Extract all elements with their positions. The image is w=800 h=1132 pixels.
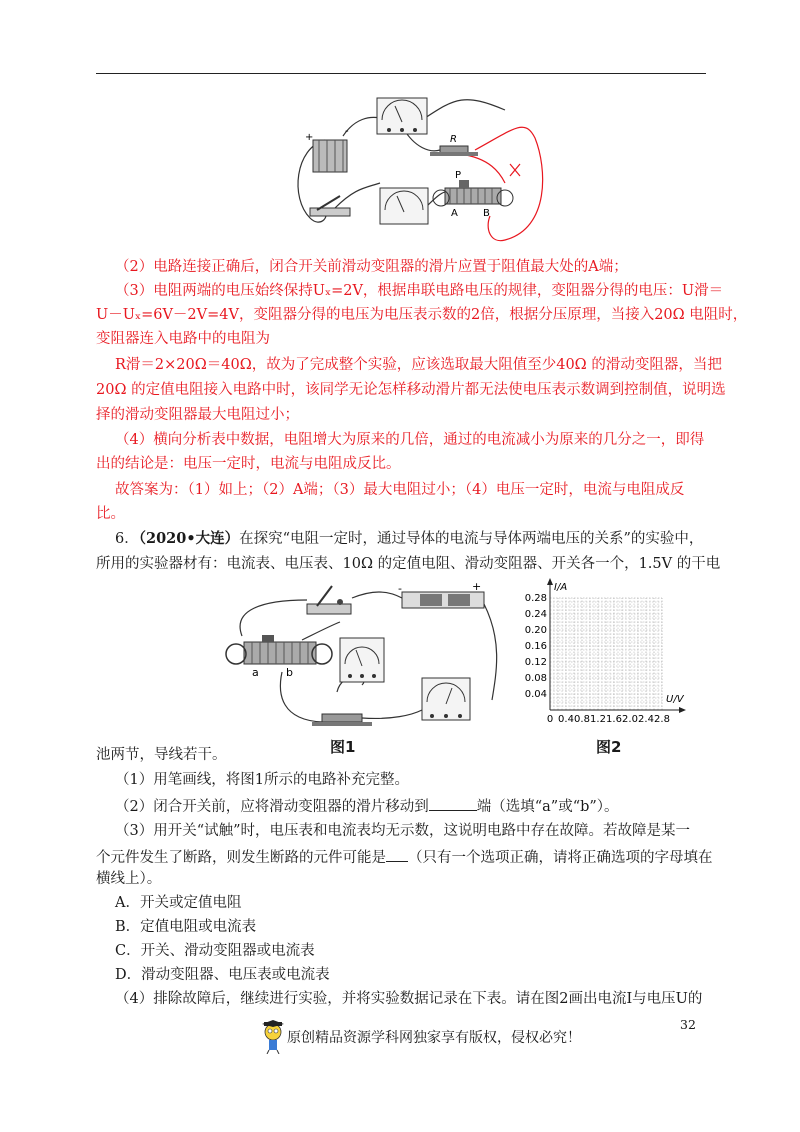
circuit-figure-1: [222, 580, 512, 732]
option-c: C．开关、滑动变阻器或电流表: [115, 943, 315, 959]
question-6-part-2: [115, 795, 619, 817]
solution-step-3-line5: 20Ω 的定值电阻接入电路中时，该同学无论怎样移动滑片都无法使电压表示数调到控制值，说明选: [96, 382, 726, 398]
question-6-part-2-choices: 端（选填“a”或“b”）。: [476, 799, 619, 815]
solution-step-2: （2）电路连接正确后，闭合开关前滑动变阻器的滑片应置于阻值最大处的A端；: [115, 259, 628, 275]
x-tick-label: 1.2: [590, 714, 606, 725]
battery: [313, 140, 347, 172]
question-6-part-1: （1）用笔画线，将图1所示的电路补充完整。: [115, 772, 409, 788]
y-axis-arrow: [547, 578, 553, 585]
x-tick-label: 0.8: [574, 714, 590, 725]
solution-step-3-line1: （3）电阻两端的电压始终保持Uₓ=2V，根据串联电路电压的规律，变阻器分得的电压：U滑＝: [115, 283, 724, 299]
y-tick-label: 0.04: [524, 689, 547, 700]
battery-minus: -: [398, 582, 402, 595]
solution-step-3-line4: R滑＝2×20Ω＝40Ω，故为了完成整个实验，应该选取最大阻值至少40Ω 的滑动变阻器，当把: [115, 357, 722, 373]
x-tick-label: 2.8: [654, 714, 670, 725]
wire: [352, 592, 402, 598]
x-tick-label: 1.6: [606, 714, 622, 725]
rheostat-end-b: b: [286, 666, 293, 679]
rheostat-label-b: B: [483, 208, 490, 219]
battery-plus: +: [472, 580, 482, 593]
solution-step-3-line6: 择的滑动变阻器最大电阻过小；: [96, 407, 299, 423]
question-6-part-3-instruction: （只有一个选项正确，请将正确选项的字母填在: [408, 850, 713, 866]
answer-blank-fault[interactable]: [386, 846, 408, 862]
rheostat-label-p: P: [455, 170, 462, 181]
circuit-figure-top: [285, 88, 555, 250]
wire: [280, 672, 322, 722]
wire: [362, 710, 422, 718]
question-stem-text: 在探究“电阻一定时，通过导体的电流与导体两端电压的关系”的实验中，: [239, 531, 704, 547]
answer-blank-slider-end[interactable]: [429, 795, 477, 811]
y-tick-label: 0.28: [524, 593, 547, 604]
rheostat-label-a: A: [451, 208, 458, 219]
header-rule: [96, 73, 706, 74]
mascot-logo-icon: [260, 1020, 286, 1054]
answer-summary-line1: 故答案为：（1）如上；（2）A端；（3）最大电阻过小；（4）电压一定时，电流与电阻成反: [115, 482, 685, 498]
question-6-part-3-text: 个元件发生了断路，则发生断路的元件可能是: [96, 850, 386, 866]
page-number: 32: [680, 1017, 696, 1032]
option-a: A．开关或定值电阻: [115, 895, 242, 911]
switch: [307, 586, 351, 614]
voltmeter: [377, 98, 427, 134]
x-axis-arrow: [679, 707, 686, 713]
figure-2-caption: 图2: [596, 738, 622, 756]
red-wire: [460, 154, 505, 183]
wire: [484, 604, 497, 700]
battery-plus: +: [305, 132, 314, 143]
x-tick-label: 2.4: [638, 714, 654, 725]
current-voltage-graph: [512, 578, 702, 738]
y-tick-label: 0.08: [524, 673, 547, 684]
fixed-resistor: [312, 714, 372, 726]
y-tick-label: 0.16: [524, 641, 547, 652]
question-6-part-3-line1: （3）用开关“试触”时，电压表和电流表均无示数，这说明电路中存在故障。若故障是某一: [115, 823, 691, 839]
red-wire: [475, 127, 543, 240]
question-6-part-4: （4）排除故障后，继续进行实验，并将实验数据记录在下表。请在图2画出电流I与电压U的: [115, 991, 703, 1007]
question-6-stem-line3: 池两节，导线若干。: [96, 747, 227, 763]
x-tick-label: 0.4: [558, 714, 574, 725]
rheostat-end-a: a: [252, 666, 259, 679]
ammeter: [380, 188, 428, 224]
option-b: B．定值电阻或电流表: [115, 919, 257, 935]
solution-step-4-line2: 出的结论是：电压一定时，电流与电阻成反比。: [96, 456, 401, 472]
question-source: （2020•大连）: [138, 530, 240, 547]
x-tick-label: 0: [546, 714, 554, 725]
question-6-part-2-text: （2）闭合开关前，应将滑动变阻器的滑片移动到: [115, 799, 429, 815]
voltmeter: [340, 638, 384, 682]
wire: [335, 183, 380, 208]
solution-step-4-line1: （4）横向分析表中数据，电阻增大为原来的几倍，通过的电流减小为原来的几分之一，即得: [115, 432, 705, 448]
solution-step-3-line2: U－Uₓ=6V－2V=4V，变阻器分得的电压为电压表示数的2倍，根据分压原理，当接入20Ω 电阻时，: [96, 307, 748, 323]
wire: [425, 100, 505, 118]
solution-step-3-line3: 变阻器连入电路中的电阻为: [96, 331, 270, 347]
figure-1-caption: 图1: [330, 738, 356, 756]
rheostat: [433, 180, 513, 206]
y-tick-label: 0.20: [524, 625, 547, 636]
question-6-stem-line2: 所用的实验器材有：电流表、电压表、10Ω 的定值电阻、滑动变阻器、开关各一个，1.5V 的干电: [96, 556, 721, 572]
battery-minus: -: [345, 126, 349, 137]
wire: [302, 622, 340, 640]
copyright-footer: 原创精品资源学科网独家享有版权，侵权必究！: [287, 1030, 581, 1046]
option-d: D．滑动变阻器、电压表或电流表: [115, 967, 330, 983]
answer-summary-line2: 比。: [96, 506, 125, 522]
question-6-part-3-line3: 横线上）。: [96, 871, 162, 887]
resistor-label-r: R: [450, 134, 457, 145]
rheostat: [226, 635, 332, 664]
y-tick-label: 0.12: [524, 657, 547, 668]
question-number: 6．: [115, 531, 139, 547]
x-tick-label: 2.0: [622, 714, 638, 725]
x-axis-label: U/V: [666, 694, 684, 705]
ammeter: [422, 678, 470, 720]
battery-pack: [402, 592, 484, 608]
red-x-mark: [510, 164, 520, 176]
question-6-part-3-line2: [96, 846, 713, 868]
y-tick-label: 0.24: [524, 609, 547, 620]
wire: [240, 600, 307, 636]
y-axis-label: I/A: [554, 582, 568, 593]
question-6-stem-line1: [115, 529, 703, 549]
